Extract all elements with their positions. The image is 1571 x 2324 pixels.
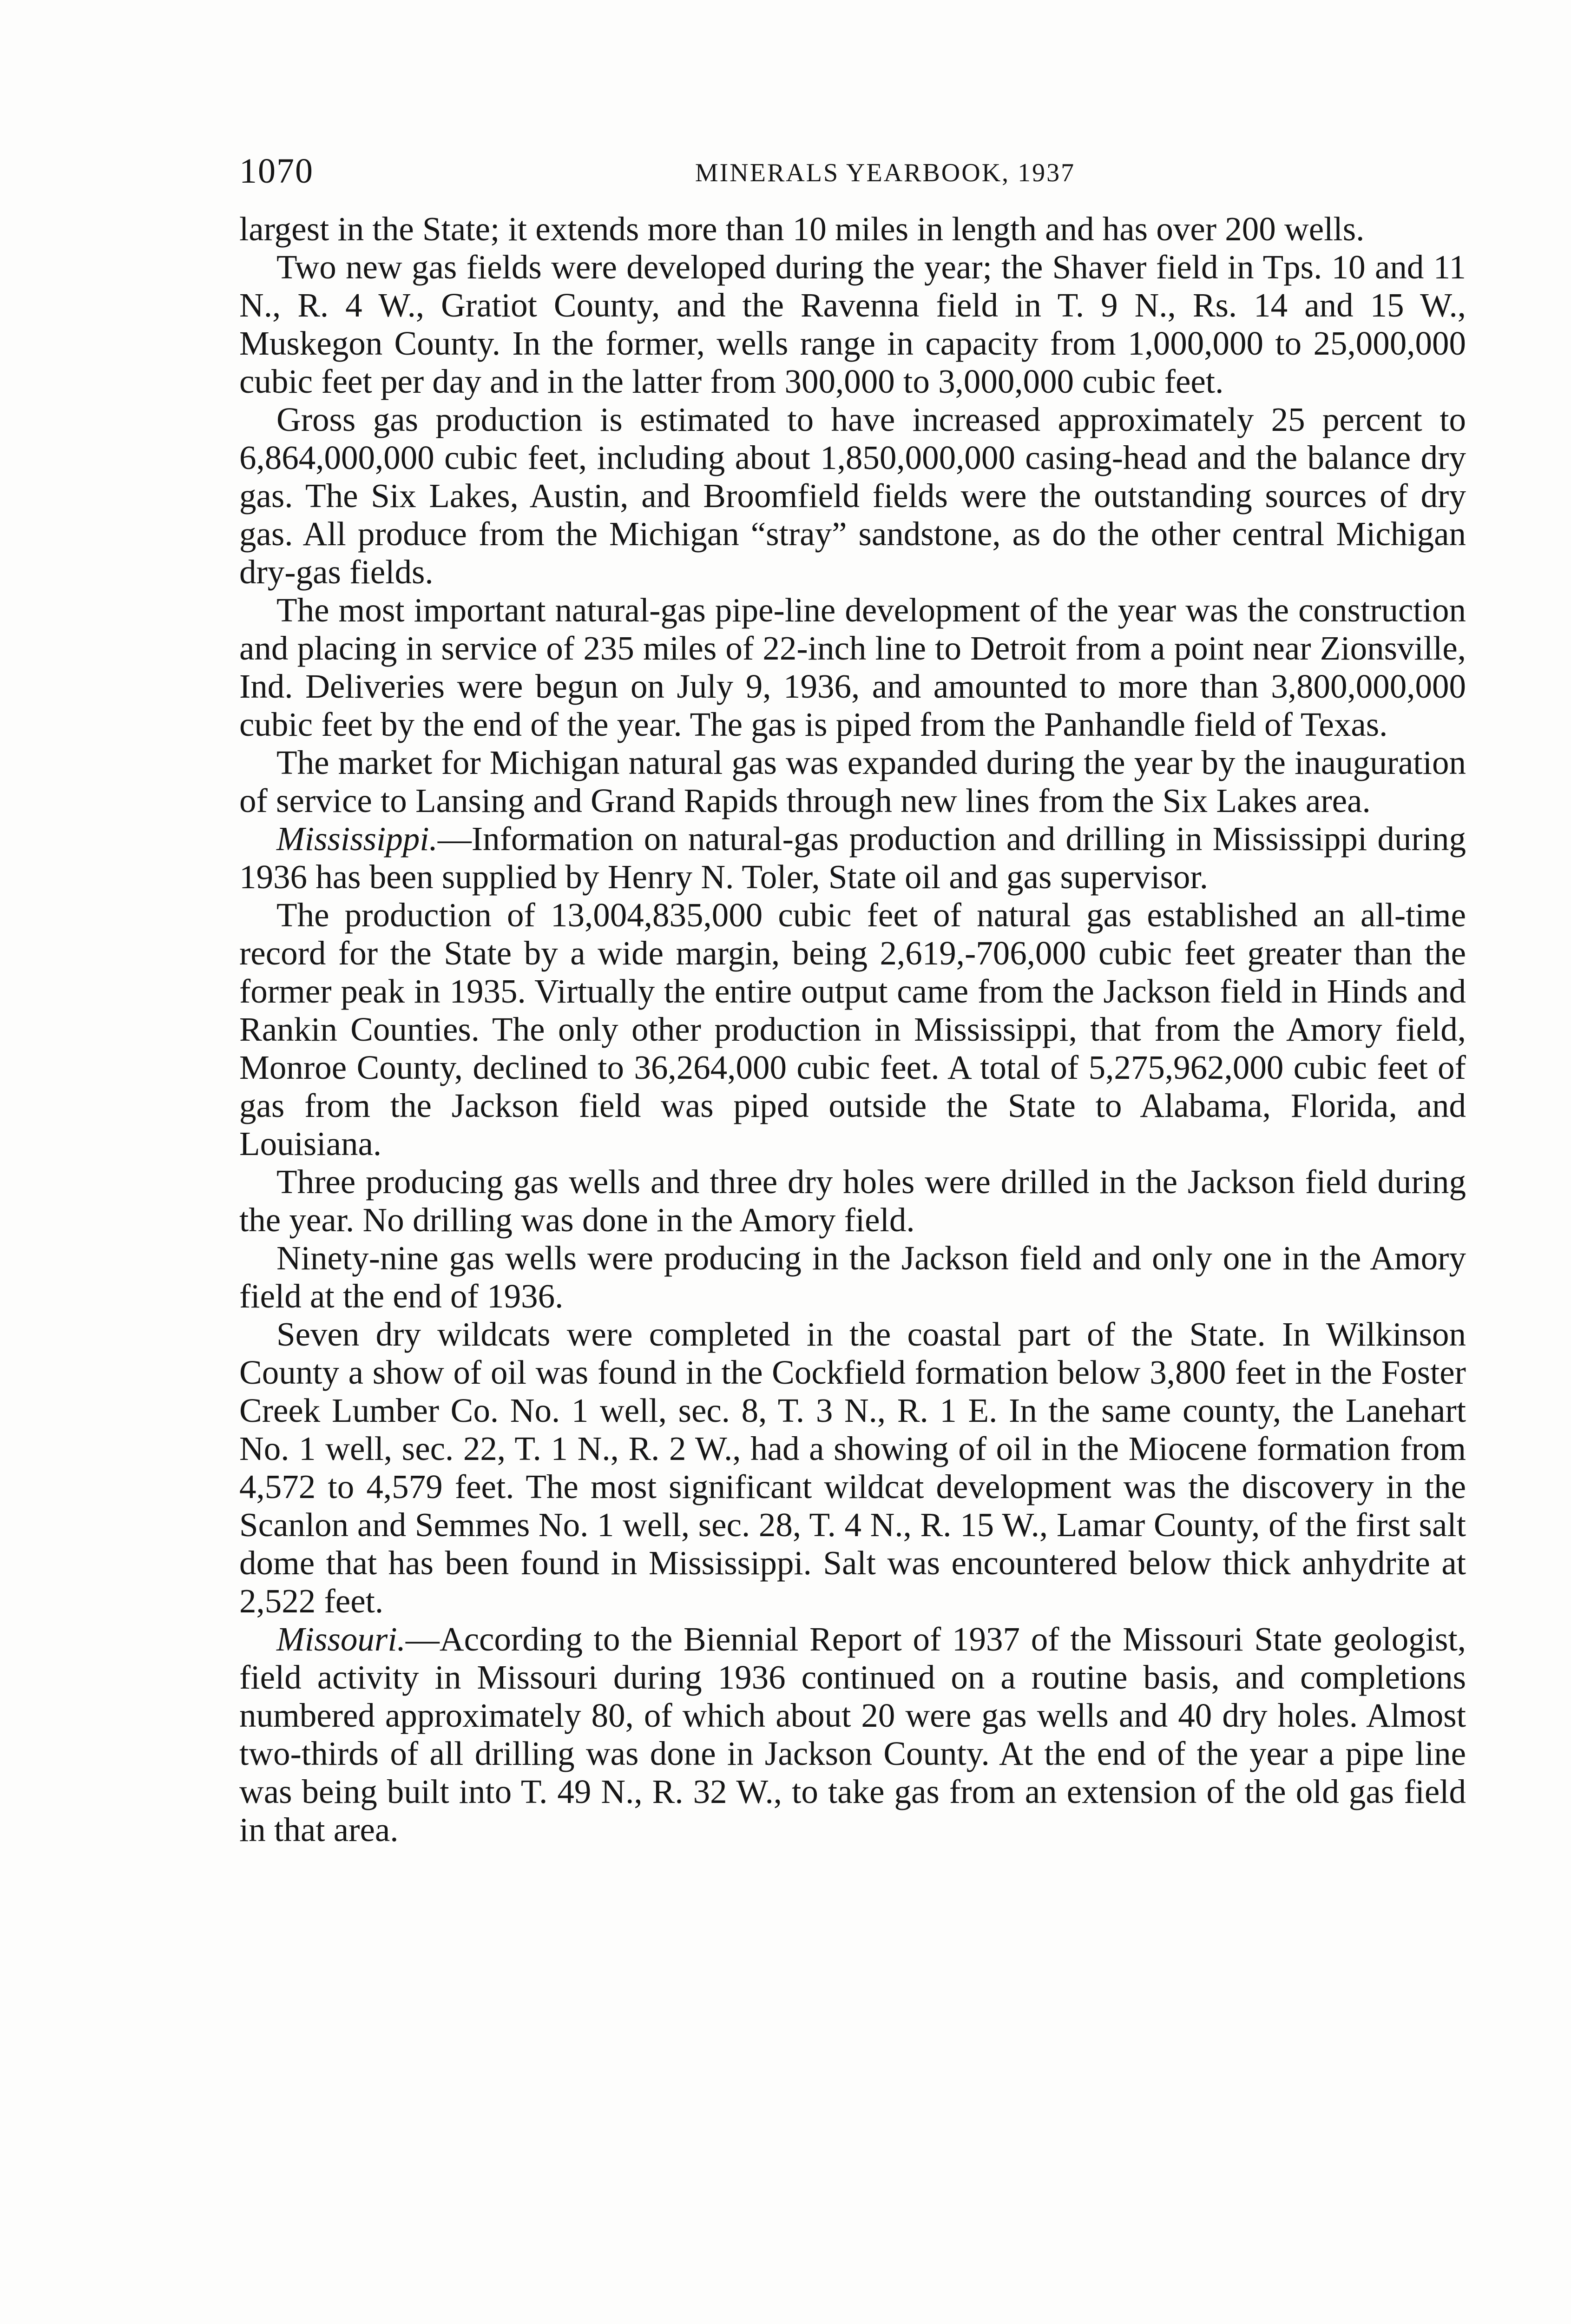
paragraph — [239, 1163, 1466, 1239]
section-heading-mississippi: Mississippi. — [276, 820, 438, 858]
running-head: MINERALS YEARBOOK, 1937 — [695, 158, 1076, 187]
paragraph — [239, 401, 1466, 591]
paragraph — [239, 744, 1466, 820]
section-heading-missouri: Missouri. — [276, 1620, 406, 1658]
paragraph-text: Three producing gas wells and three dry holes were drilled in the Jackson field during the year. No drilling was done in the Amory field. — [239, 1163, 1466, 1239]
paragraph-text: —According to the Biennial Report of 1937 of the Missouri State geologist, field activity in Missouri during 1936 continued on a routine basis, and completions numbered approximately 80, of which about 20 were gas wells and 40 dry holes. Almost two-thirds of all drilling was done in Jackson County. At the end of the year a pipe line was being built into T. 49 N., R. 32 W., to take gas from an extension of the old gas field in that area. — [239, 1620, 1466, 1849]
paragraph-mississippi — [239, 820, 1466, 896]
paragraph — [239, 1239, 1466, 1315]
paragraph-text: Seven dry wildcats were completed in the coastal part of the State. In Wilkinson County a show of oil was found in the Cockfield formation below 3,800 feet in the Foster Creek Lumber Co. No. 1 well, sec. 8, T. 3 N., R. 1 E. In the same county, the Lanehart No. 1 well, sec. 22, T. 1 N., R. 2 W., had a showing of oil in the Miocene formation from 4,572 to 4,579 feet. The most significant wildcat development was the discovery in the Scanlon and Semmes No. 1 well, sec. 28, T. 4 N., R. 15 W., Lamar County, of the first salt dome that has been found in Mississippi. Salt was encountered below thick anhydrite at 2,522 feet. — [239, 1315, 1466, 1620]
paragraph — [239, 1315, 1466, 1620]
paragraph-continued — [239, 210, 1466, 248]
paragraph-text: Ninety-nine gas wells were producing in the Jackson field and only one in the Amory field at the end of 1936. — [239, 1239, 1466, 1315]
paragraph — [239, 591, 1466, 744]
paragraph-missouri — [239, 1620, 1466, 1849]
paragraph-text: —Information on natural-gas production and drilling in Mississippi during 1936 has been supplied by Henry N. Toler, State oil and gas supervisor. — [239, 820, 1466, 896]
paragraph-text: Two new gas fields were developed during the year; the Shaver field in Tps. 10 and 11 N., R. 4 W., Gratiot County, and the Ravenna field in T. 9 N., Rs. 14 and 15 W., Muskegon County. In the former, wells range in capacity from 1,000,000 to 25,000,000 cubic feet per day and in the latter from 300,000 to 3,000,000 cubic feet. — [239, 248, 1466, 400]
paragraph — [239, 248, 1466, 401]
paragraph-text: Gross gas production is estimated to have increased approximately 25 percent to 6,864,000,000 cubic feet, including about 1,850,000,000 casing-head and the balance dry gas. The Six Lakes, Austin, and Broomfield fields were the outstanding sources of dry gas. All produce from the Michigan “stray” sandstone, as do the other central Michigan dry-gas fields. — [239, 401, 1466, 591]
paragraph-text: largest in the State; it extends more than 10 miles in length and has over 200 wells. — [239, 210, 1365, 248]
paragraph-text: The production of 13,004,835,000 cubic feet of natural gas established an all-time record for the State by a wide margin, being 2,619,-706,000 cubic feet greater than the former peak in 1935. Virtually the entire output came from the Jackson field in Hinds and Rankin Counties. The only other production in Mississippi, that from the Amory field, Monroe County, declined to 36,264,000 cubic feet. A total of 5,275,962,000 cubic feet of gas from the Jackson field was piped outside the State to Alabama, Florida, and Louisiana. — [239, 896, 1466, 1162]
paragraph — [239, 896, 1466, 1163]
paragraph-text: The most important natural-gas pipe-line development of the year was the construction and placing in service of 235 miles of 22-inch line to Detroit from a point near Zionsville, Ind. Deliveries were begun on July 9, 1936, and amounted to more than 3,800,000,000 cubic feet by the end of the year. The gas is piped from the Panhandle field of Texas. — [239, 591, 1466, 743]
page-number: 1070 — [239, 152, 314, 191]
body-text — [239, 210, 1466, 1849]
paragraph-text: The market for Michigan natural gas was expanded during the year by the inauguration of service to Lansing and Grand Rapids through new lines from the Six Lakes area. — [239, 744, 1466, 819]
page-header — [239, 148, 1466, 194]
